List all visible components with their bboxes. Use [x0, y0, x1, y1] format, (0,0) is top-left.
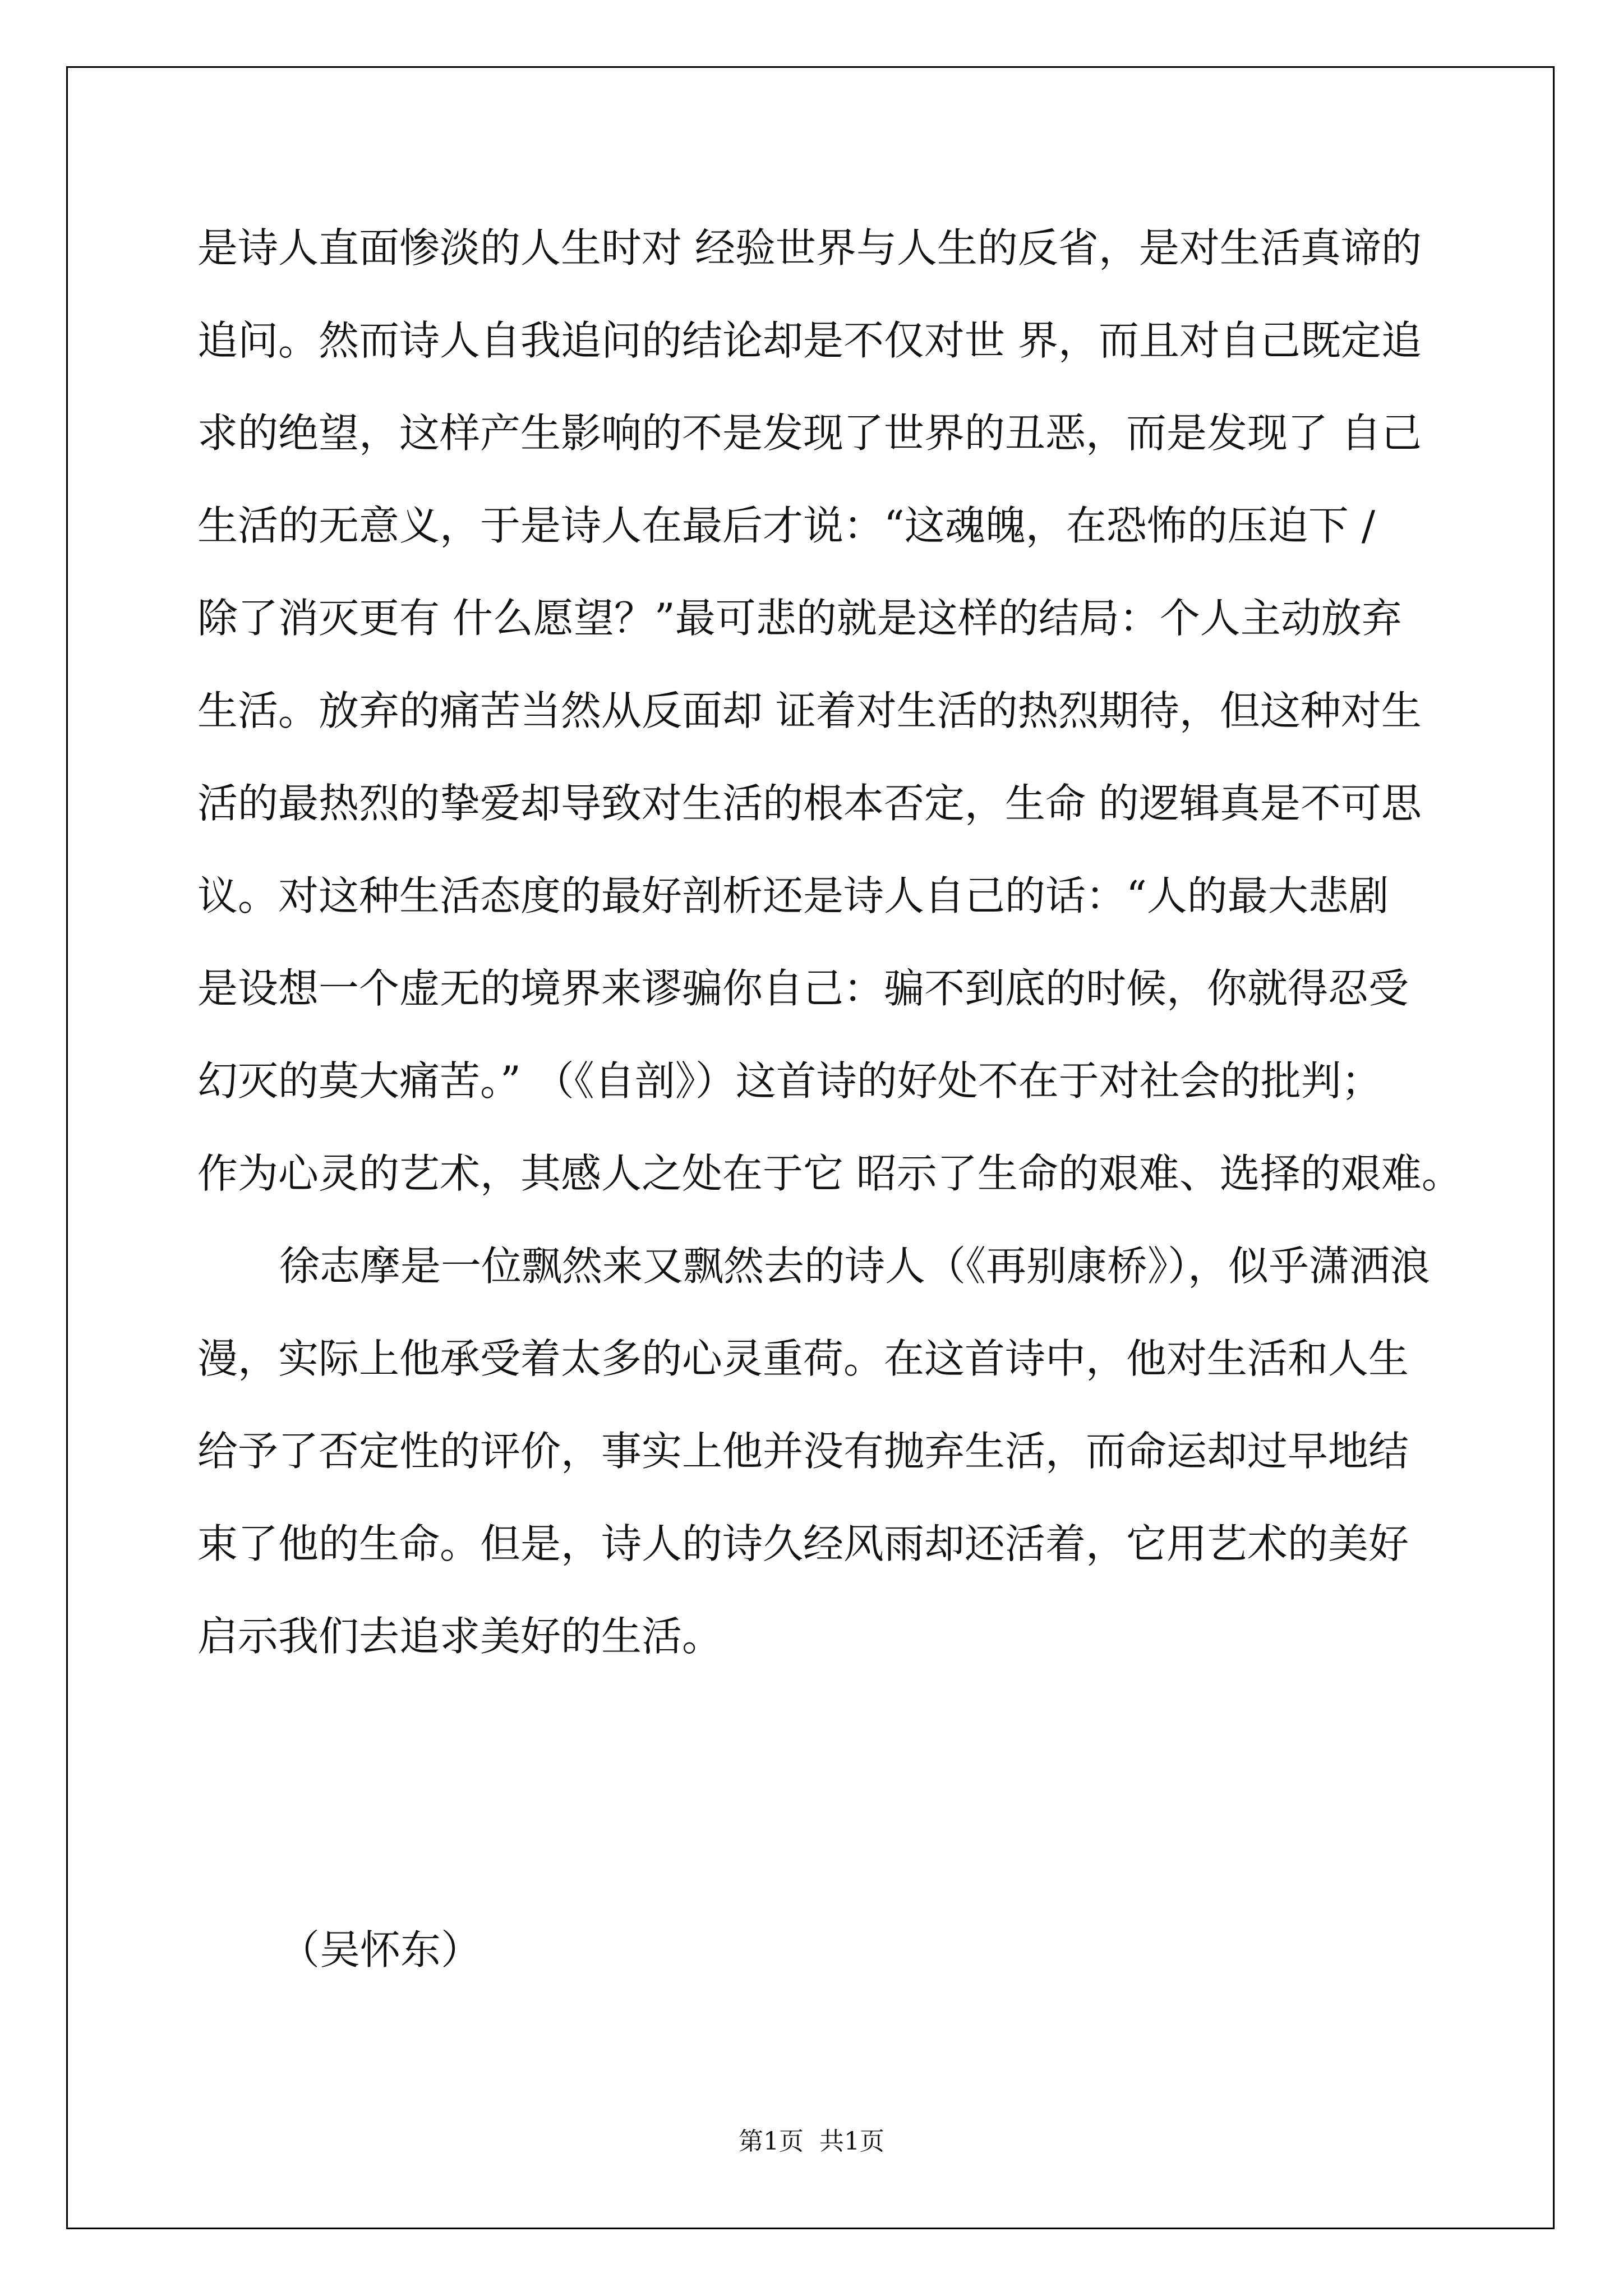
text-line-15: 束了他的生命。但是，诗人的诗久经风雨却还活着，它用艺术的美好 [197, 1520, 1409, 1567]
text-line-6: 生活。放弃的痛苦当然从反面却 证着对生活的热烈期待，但这种对生 [197, 687, 1422, 734]
text-line-5: 除了消灭更有 什么愿望？”最可悲的就是这样的结局：个人主动放弃 [197, 595, 1402, 642]
text-line-13: 漫，实际上他承受着太多的心灵重荷。在这首诗中，他对生活和人生 [197, 1335, 1409, 1382]
text-line-2: 追问。然而诗人自我追问的结论却是不仅对世 界，而且对自己既定追 [197, 317, 1422, 364]
text-line-3: 求的绝望，这样产生影响的不是发现了世界的丑恶，而是发现了 自己 [197, 409, 1422, 457]
text-line-9: 是设想一个虚无的境界来谬骗你自己：骗不到底的时候，你就得忍受 [197, 965, 1409, 1012]
page-number: 第1页 [739, 2127, 804, 2156]
document-body [197, 202, 1462, 1683]
page-footer [0, 2125, 1623, 2159]
page-total: 共1页 [819, 2127, 884, 2156]
text-line-10: 幻灭的莫大痛苦。” （《自剖》）这首诗的好处不在于对社会的批判； [197, 1057, 1382, 1105]
text-line-11: 作为心灵的艺术，其感人之处在于它 昭示了生命的艰难、选择的艰难。 [197, 1150, 1462, 1197]
author-attribution: （吴怀东） [279, 1926, 482, 1973]
text-line-1: 是诗人直面惨淡的人生时对 经验世界与人生的反省，是对生活真谛的 [197, 224, 1422, 272]
text-line-14: 给予了否定性的评价，事实上他并没有抛弃生活，而命运却过早地结 [197, 1428, 1409, 1475]
text-line-4: 生活的无意义，于是诗人在最后才说：“这魂魄，在恐怖的压迫下 / [197, 502, 1375, 549]
text-line-12: 徐志摩是一位飘然来又飘然去的诗人（《再别康桥》），似乎潇洒浪 [279, 1243, 1431, 1290]
text-line-8: 议。对这种生活态度的最好剖析还是诗人自己的话：“人的最大悲剧 [197, 872, 1389, 919]
text-line-16: 启示我们去追求美好的生活。 [197, 1613, 723, 1660]
text-line-7: 活的最热烈的挚爱却导致对生活的根本否定，生命 的逻辑真是不可思 [197, 780, 1422, 827]
